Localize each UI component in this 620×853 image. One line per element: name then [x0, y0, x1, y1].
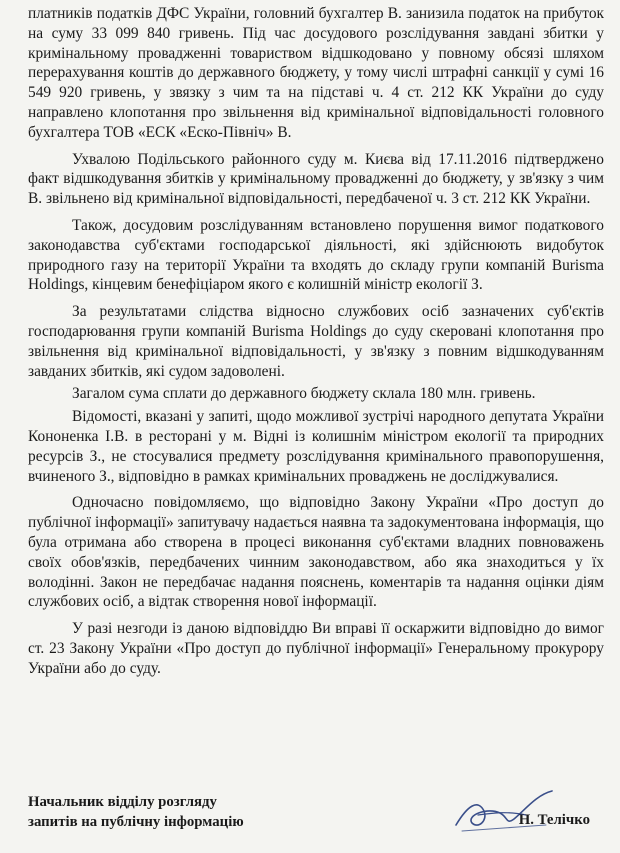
paragraph-burisma-violations: Також, досудовим розслідуванням встановлено порушення вимог податкового законодавства суб'єктами господарської діяльності, які здійснюють видобуток природного газу на території України та входять до складу групи компаній Burisma Holdings, кінцевим бенефіціаром якого є колишній міністр екології З. — [28, 216, 604, 294]
paragraph-total-sum: Загалом сума сплати до державного бюджету склала 180 млн. гривень. — [72, 385, 536, 403]
signatory-title-line1: Начальник відділу розгляду — [28, 794, 217, 810]
paragraph-appeal-rights: У разі незгоди із даною відповіддю Ви вправі її оскаржити відповідно до вимог ст. 23 Закону України «Про доступ до публічної інформації» Генеральному прокурору України або до суду. — [28, 620, 604, 677]
signatory-name: Н. Телічко — [518, 812, 590, 828]
paragraph-public-info-law: Одночасно повідомляємо, що відповідно Закону України «Про доступ до публічної інформації» запитувачу надається наявна та задокументована інформація, що була отримана або створена в процесі виконання суб'єктами владних повноважень своїх обов'язків, передбачених чинним законодавством, або яка знаходиться у їх володінні. Закон не передбачає надання пояснень, коментарів та надання оцінки діям службових осіб, а відтак створення нової інформації. — [28, 494, 604, 611]
signatory-title-line2: запитів на публічну інформацію — [28, 813, 244, 830]
paragraph-continuation: платників податків ДФС України, головний бухгалтер В. занизила податок на прибуток на суму 33 099 840 гривень. Під час досудового розслідування завдані збитки у кримінальному провадженні товариством відшкодовано у повному обсязі шляхом перерахування коштів до державного бюджету, у тому числі штрафні санкції у сумі 16 549 920 гривень, у звязку з чим та на підставі ч. 4 ст. 212 КК України до суду направлено клопотання про звільнення від кримінальної відповідальності головного бухгалтера ТОВ «ЕСК «Еско-Північ» В. — [28, 5, 604, 141]
paragraph-meeting-info: Відомості, вказані у запиті, щодо можливої зустрічі народного депутата України Кононенка І.В. в ресторані у м. Відні із колишнім міністром екології та природних ресурсів З., не стосувалися предмету розслідування кримінального правопорушення, вчиненого З., відповідно в рамках кримінальних проваджень не досліджувалися. — [28, 408, 604, 485]
paragraph-investigation-results: За результатами слідства відносно службових осіб зазначених суб'єктів господарювання групи компаній Burisma Holdings до суду скеровані клопотання про звільнення від кримінальної відповідальності, у зв'язку з повним відшкодуванням завданих збитків, які судом задоволені. — [28, 303, 604, 380]
paragraph-court-ruling: Ухвалою Подільського районного суду м. Києва від 17.11.2016 підтверджено факт відшкодування збитків у кримінальному провадженні до бюджету, у зв'язку з чим В. звільнено від кримінальної відповідальності, передбаченої ч. 3 ст. 212 КК України. — [28, 150, 604, 208]
signature-block — [28, 793, 604, 843]
signatory-title — [28, 793, 244, 832]
